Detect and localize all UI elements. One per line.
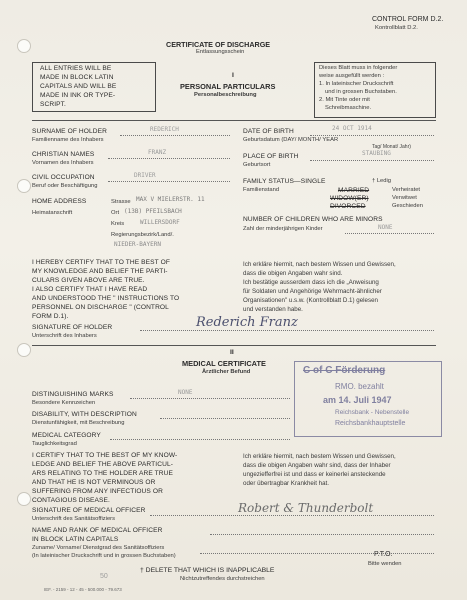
instruction-line-de: weise ausgefüllt werden :	[319, 73, 385, 79]
dob-label: DATE OF BIRTH	[243, 128, 294, 135]
instruction-line: CAPITALS AND WILL BE	[40, 83, 117, 90]
pob-value: STAUBING	[362, 150, 391, 157]
dob-label-de2: Tag/ Monat/ Jahr)	[372, 144, 411, 150]
surname-label: SURNAME OF HOLDER	[32, 128, 107, 135]
certify2-line-de: oder übertragbar Krankheit hat.	[243, 480, 329, 487]
control-form-label-de: Kontrollblatt D.2.	[375, 25, 418, 31]
family-status-label-de: Familienstand	[243, 187, 280, 193]
certify2-line: LEDGE AND BELIEF THE ABOVE PARTICUL-	[32, 461, 174, 468]
certify2-line-de: Ich erkläre hiermit, nach bestem Wissen und Gewissen,	[243, 453, 396, 460]
status-widow-de: Verwitwet	[392, 195, 417, 201]
certify-line-de: dass die obigen Angaben wahr sind.	[243, 270, 343, 277]
strasse-label: Strasse	[111, 199, 131, 205]
control-form-label: CONTROL FORM D.2.	[372, 16, 444, 23]
officer-name-line	[210, 534, 434, 535]
certify-line-de: Organisationen" u.s.w. (Kontrollblatt D.1) gelesen	[243, 297, 378, 304]
instruction-line: ALL ENTRIES WILL BE	[40, 65, 112, 72]
holder-signature-line	[140, 330, 434, 331]
certify-line: AND UNDERSTOOD THE " INSTRUCTIONS TO	[32, 295, 180, 302]
category-label-de: Tauglichkeitsgrad	[32, 441, 77, 447]
stamp-line-4: Reichsbank - Nebenstelle	[335, 409, 410, 416]
section-1-number: I	[232, 72, 234, 79]
disability-label: DISABILITY, WITH DESCRIPTION	[32, 411, 137, 418]
officer-signature-label-de: Unterschrift des Sanitätsoffiziers	[32, 516, 116, 522]
marks-label: DISTINGUISHING MARKS	[32, 391, 114, 398]
kreis-value: WILLERSDORF	[140, 219, 180, 226]
status-widow: WIDOW(ER)	[330, 195, 369, 202]
pto-label-de: Bitte wenden	[368, 561, 402, 567]
status-divorced: DIVORCED	[330, 203, 366, 210]
instruction-line: MADE IN INK OR TYPE-	[40, 92, 116, 99]
punch-hole-2	[17, 179, 31, 193]
certify2-line: CONTAGIOUS DISEASE.	[32, 497, 110, 504]
stamp-line-5: Reichsbankhauptstelle	[335, 420, 406, 427]
holder-signature-label-de: Unterschrift des Inhabers	[32, 333, 97, 339]
section-1-title-de: Personalbeschreibung	[194, 92, 257, 98]
certify2-line-de: ungeziefferfrei ist und dass er keinerlei ansteckende	[243, 471, 386, 478]
delete-note-de: Nichtzutreffendes durchstreichen	[180, 576, 265, 582]
stamp-line-1: C of C Förderung	[303, 365, 386, 376]
certify-line: I HEREBY CERTIFY THAT TO THE BEST OF	[32, 259, 170, 266]
home-address-label-de: Heimatanschrift	[32, 210, 73, 216]
certify-line: PERSONNEL ON DISCHARGE " (CONTROL	[32, 304, 169, 311]
ort-label: Ort	[111, 210, 120, 216]
instruction-line-de: Dieses Blatt muss in folgender	[319, 65, 398, 71]
certify-line-de: Ich bestätige ausserdem dass ich die „Anweisung	[243, 279, 379, 286]
instruction-line-de: und in grossen Buchstaben.	[325, 89, 397, 95]
disability-line	[160, 418, 290, 419]
occupation-label: CIVIL OCCUPATION	[32, 174, 95, 181]
surname-label-de: Familienname des Inhabers	[32, 137, 104, 143]
certify-line: FORM D.1).	[32, 313, 69, 320]
strasse-value: MAX V MIELERSTR. 11	[136, 196, 205, 203]
surname-value: REDERICH	[150, 126, 179, 133]
section-divider	[32, 345, 436, 346]
officer-signature: Robert & Thunderbolt	[238, 501, 374, 515]
officer-name-label: NAME AND RANK OF MEDICAL OFFICER	[32, 527, 163, 534]
certify2-line: I CERTIFY THAT TO THE BEST OF MY KNOW-	[32, 452, 178, 459]
category-line	[110, 439, 290, 440]
marks-value: NONE	[178, 389, 193, 396]
reichsbank-stamp	[294, 361, 442, 437]
instruction-line-de: 1. In lateinischer Druckschrift	[319, 81, 394, 87]
officer-name-line-2	[200, 553, 434, 554]
regbez-value: NIEDER-BAYERN	[114, 241, 161, 248]
dob-value: 24 OCT 1914	[332, 125, 372, 132]
section-divider	[32, 120, 436, 121]
certify-line: CULARS GIVEN ABOVE ARE TRUE.	[32, 277, 145, 284]
pob-line	[310, 160, 434, 161]
dob-label-de: Geburtsdatum (DAY/ MONTH/ YEAR	[243, 137, 339, 143]
certify2-line: ARS RELATING TO THE HOLDER ARE TRUE	[32, 470, 174, 477]
christian-names-label-de: Vornamen des Inhabers	[32, 160, 94, 166]
holder-signature-label: SIGNATURE OF HOLDER	[32, 324, 113, 331]
christian-names-line	[108, 158, 230, 159]
surname-line	[120, 135, 230, 136]
family-status-label: FAMILY STATUS—SINGLE	[243, 178, 326, 185]
pob-label: PLACE OF BIRTH	[243, 153, 299, 160]
ort-value: (13B) PFEILSBACH	[124, 208, 182, 215]
section-2-title: MEDICAL CERTIFICATE	[182, 359, 266, 368]
home-address-label: HOME ADDRESS	[32, 198, 87, 205]
certify-line-de: Ich erkläre hiermit, nach bestem Wissen und Gewissen,	[243, 261, 396, 268]
dob-line	[310, 135, 434, 136]
christian-names-value: FRANZ	[148, 149, 167, 156]
officer-name-label-de: Zuname/ Vorname/ Dienstgrad des Sanitätsoffiziers	[32, 545, 165, 551]
punch-hole-4	[17, 492, 31, 506]
instruction-line-de: Schreibmaschine.	[325, 105, 372, 111]
certify-line-de: und verstanden habe.	[243, 306, 303, 313]
pencil-note: 50	[100, 573, 108, 580]
certificate-title: CERTIFICATE OF DISCHARGE	[166, 40, 271, 49]
print-code: IEF. - 2159 - 12 - 45 - 500.000 - 79.673	[44, 587, 122, 592]
marks-label-de: Besondere Kennzeichen	[32, 400, 96, 406]
instructions-box-en	[32, 62, 156, 112]
status-married: MARRIED	[338, 187, 370, 194]
instructions-box-de	[314, 62, 436, 118]
stamp-line-3: am 14. Juli 1947	[323, 395, 392, 405]
section-1-title: PERSONAL PARTICULARS	[180, 82, 276, 91]
certify-line: MY KNOWLEDGE AND BELIEF THE PARTI-	[32, 268, 168, 275]
children-value: NONE	[378, 224, 393, 231]
children-label: NUMBER OF CHILDREN WHO ARE MINORS	[243, 216, 383, 223]
section-2-number: II	[230, 349, 234, 356]
officer-signature-line	[150, 515, 434, 516]
category-label: MEDICAL CATEGORY	[32, 432, 101, 439]
occupation-label-de: Beruf oder Beschäftigung	[32, 183, 98, 189]
holder-signature: Rederich Franz	[196, 315, 298, 330]
status-divorced-de: Geschieden	[392, 203, 423, 209]
children-line	[345, 233, 434, 234]
certify2-line-de: dass die obigen Angaben wahr sind, dass der Inhaber	[243, 462, 391, 469]
stamp-line-2: RMO. bezahlt	[335, 382, 384, 391]
section-2-title-de: Ärztlicher Befund	[202, 369, 251, 375]
instruction-line: SCRIPT.	[40, 101, 66, 108]
status-married-de: Verheiratet	[392, 187, 421, 193]
marks-line	[130, 398, 290, 399]
christian-names-label: CHRISTIAN NAMES	[32, 151, 95, 158]
status-ledig: † Ledig	[372, 178, 392, 184]
officer-name-label-2: IN BLOCK LATIN CAPITALS	[32, 536, 119, 543]
pto-label: P.T.O.	[374, 551, 393, 558]
punch-hole-3	[17, 343, 31, 357]
occupation-value: DRIVER	[134, 172, 156, 179]
delete-note: † DELETE THAT WHICH IS INAPPLICABLE	[140, 567, 275, 574]
certificate-title-de: Entlassungsschein	[196, 49, 245, 55]
certify2-line: SUFFERING FROM ANY INFECTIOUS OR	[32, 488, 163, 495]
certify-line-de: für Soldaten und Angehörige Wehrmacht-ähnlicher	[243, 288, 382, 295]
pob-label-de: Geburtsort	[243, 162, 271, 168]
officer-name-label-de-2: (In lateinischer Druckschrift und in grossen Buchstaben)	[32, 553, 176, 559]
instruction-line-de: 2. Mit Tinte oder mit	[319, 97, 370, 103]
certify-line: I ALSO CERTIFY THAT I HAVE READ	[32, 286, 148, 293]
disability-label-de: Dienstunfähigkeit, mit Beschreibung	[32, 420, 125, 426]
regbez-label: Regierungsbezirk/Land/.	[111, 232, 174, 238]
punch-hole-1	[17, 39, 31, 53]
officer-signature-label: SIGNATURE OF MEDICAL OFFICER	[32, 507, 146, 514]
occupation-line	[108, 181, 230, 182]
kreis-label: Kreis	[111, 221, 125, 227]
certify2-line: AND THAT HE IS NOT VERMINOUS OR	[32, 479, 156, 486]
children-label-de: Zahl der minderjährigen Kinder	[243, 226, 323, 232]
instruction-line: MADE IN BLOCK LATIN	[40, 74, 114, 81]
